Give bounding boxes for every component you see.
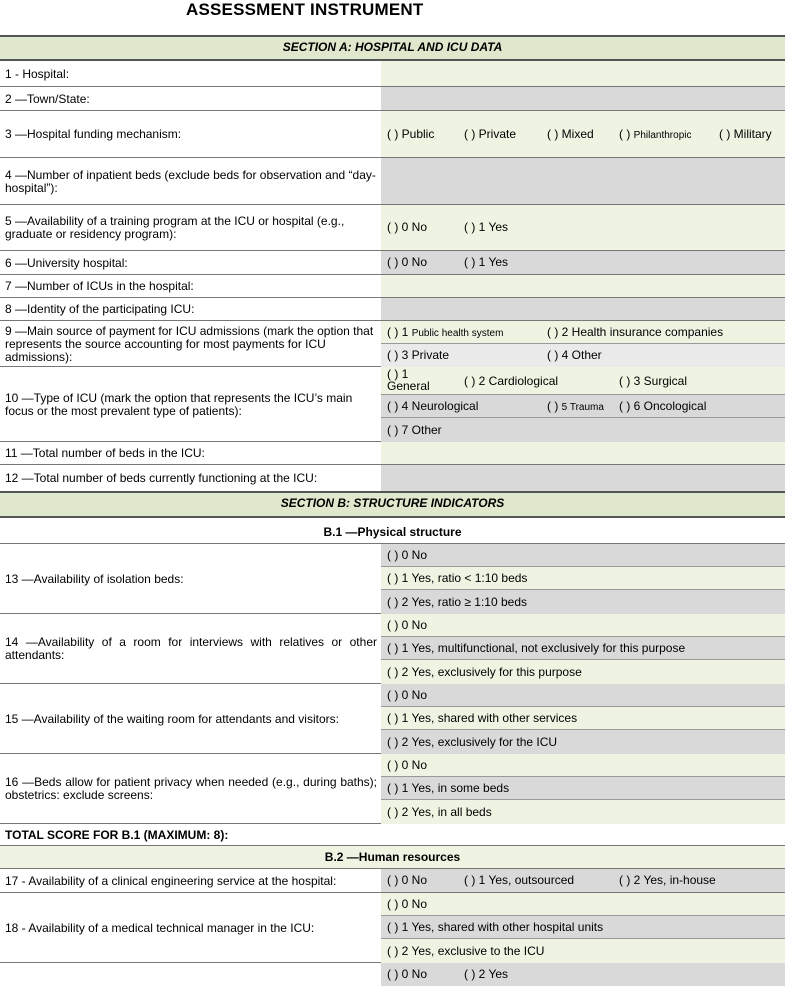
answer-field-inpatient-beds[interactable] [381, 158, 785, 204]
option-marker: ( ) 1 [387, 367, 409, 381]
option-yes-exclusive[interactable]: ( ) 2 Yes, exclusively for this purpose [387, 665, 582, 679]
option-yes-exclusive[interactable]: ( ) 2 Yes, exclusive to the ICU [387, 944, 545, 958]
option-oncological[interactable]: ( ) 6 Oncological [619, 399, 707, 413]
answer-options-payment [381, 321, 785, 366]
option-line [381, 321, 785, 344]
option-no[interactable]: ( ) 0 No [387, 897, 428, 911]
question-row-1 [0, 61, 785, 87]
option-line [381, 367, 785, 395]
option-line [381, 567, 785, 590]
question-label: 6 —University hospital: [5, 255, 128, 270]
question-label: 3 —Hospital funding mechanism: [5, 127, 182, 141]
option-surgical[interactable]: ( ) 3 Surgical [619, 374, 688, 388]
option-line [381, 777, 785, 800]
question-row-18 [0, 893, 785, 963]
answer-options-training [381, 205, 785, 250]
question-row-11 [0, 442, 785, 465]
question-label: 7 —Number of ICUs in the hospital: [5, 279, 194, 293]
question-label: 18 - Availability of a medical technical manager in the ICU: [5, 920, 315, 935]
answer-options-privacy [381, 754, 785, 823]
option-line [381, 637, 785, 660]
answer-options-clinical-engineering [381, 869, 785, 892]
option-yes-shared[interactable]: ( ) 1 Yes, shared with other hospital units [387, 920, 604, 934]
option-line [381, 614, 785, 637]
option-line [381, 800, 785, 824]
option-label: General [387, 379, 430, 393]
option-trauma[interactable] [547, 400, 604, 414]
option-other[interactable]: ( ) 7 Other [387, 423, 442, 437]
option-public[interactable]: ( ) Public [387, 127, 435, 141]
option-line [381, 395, 785, 418]
option-private[interactable]: ( ) Private [464, 127, 517, 141]
option-public-health-system[interactable] [387, 326, 503, 340]
page-title: ASSESSMENT INSTRUMENT [186, 0, 424, 19]
question-row-16 [0, 754, 785, 824]
option-line [381, 916, 785, 939]
option-line [381, 707, 785, 730]
option-philanthropic[interactable] [619, 128, 691, 142]
option-yes-shared[interactable]: ( ) 1 Yes, shared with other services [387, 711, 578, 725]
option-military[interactable]: ( ) Military [719, 127, 772, 141]
question-row-4 [0, 158, 785, 205]
question-row-2 [0, 87, 785, 111]
question-label: 13 —Availability of isolation beds: [5, 571, 184, 586]
option-general[interactable] [387, 368, 430, 392]
option-yes-low-ratio[interactable]: ( ) 1 Yes, ratio < 1:10 beds [387, 571, 528, 585]
question-row-8 [0, 298, 785, 321]
option-cardiological[interactable]: ( ) 2 Cardiological [464, 374, 559, 388]
answer-options-icu-type [381, 367, 785, 441]
option-private[interactable]: ( ) 3 Private [387, 348, 450, 362]
option-line [381, 544, 785, 567]
option-marker: ( ) 1 [387, 325, 409, 339]
question-row-6 [0, 251, 785, 275]
question-row-3 [0, 111, 785, 158]
option-neurological[interactable]: ( ) 4 Neurological [387, 399, 479, 413]
question-row-9 [0, 321, 785, 367]
question-label: 10 —Type of ICU (mark the option that represents the ICU’s main focus or the most prevalent type of patients): [5, 390, 353, 418]
option-line [381, 730, 785, 754]
option-yes-some[interactable]: ( ) 1 Yes, in some beds [387, 781, 510, 795]
option-line [381, 660, 785, 684]
question-label: 5 —Availability of a training program at the ICU or hospital (e.g., graduate or residency program): [5, 214, 345, 241]
answer-options-university [381, 251, 785, 274]
question-row-13 [0, 544, 785, 614]
question-label: 15 —Availability of the waiting room for attendants and visitors: [5, 711, 339, 726]
answer-field-functioning-beds[interactable] [381, 465, 785, 491]
question-label: 11 —Total number of beds in the ICU: [5, 446, 205, 460]
option-no[interactable]: ( ) 0 No [387, 618, 428, 632]
option-yes[interactable]: ( ) 1 Yes [464, 220, 509, 234]
option-label: Philanthropic [633, 130, 692, 141]
option-health-insurance[interactable]: ( ) 2 Health insurance companies [547, 325, 724, 339]
answer-options-partial [381, 963, 785, 986]
option-marker: ( ) [547, 399, 559, 413]
answer-options-technical-manager [381, 893, 785, 962]
answer-field-town-state[interactable] [381, 87, 785, 110]
answer-options-funding [381, 111, 785, 157]
question-row-5 [0, 205, 785, 251]
option-no[interactable]: ( ) 0 No [387, 688, 428, 702]
question-label: 8 —Identity of the participating ICU: [5, 302, 195, 316]
b1-heading: B.1 —Physical structure [0, 520, 785, 544]
option-mixed[interactable]: ( ) Mixed [547, 127, 594, 141]
option-other[interactable]: ( ) 4 Other [547, 348, 602, 362]
option-label: 5 Trauma [561, 402, 604, 413]
option-no[interactable]: ( ) 0 No [387, 873, 428, 887]
option-yes-outsourced[interactable]: ( ) 1 Yes, outsourced [464, 873, 575, 887]
option-no[interactable]: ( ) 0 No [387, 548, 428, 562]
option-yes[interactable]: ( ) 2 Yes [464, 967, 509, 981]
checkbox-marker: ( ) [619, 127, 631, 141]
question-label: 12 —Total number of beds currently functioning at the ICU: [5, 470, 318, 485]
question-label: 1 - Hospital: [5, 66, 70, 81]
answer-options-waiting-room [381, 684, 785, 753]
option-yes-high-ratio[interactable]: ( ) 2 Yes, ratio ≥ 1:10 beds [387, 595, 528, 609]
section-b-heading: SECTION B: STRUCTURE INDICATORS [0, 491, 785, 518]
question-label: 17 - Availability of a clinical engineering service at the hospital: [5, 873, 337, 888]
option-line [381, 754, 785, 777]
option-label: Public health system [411, 328, 504, 339]
option-line [381, 344, 785, 367]
b1-total-label: TOTAL SCORE FOR B.1 (MAXIMUM: 8): [5, 828, 229, 842]
question-row-10 [0, 367, 785, 442]
option-yes-exclusive[interactable]: ( ) 2 Yes, exclusively for the ICU [387, 735, 558, 749]
answer-field-icu-count[interactable] [381, 275, 785, 297]
option-no[interactable]: ( ) 0 No [387, 967, 428, 981]
option-no[interactable]: ( ) 0 No [387, 220, 428, 234]
option-line [381, 684, 785, 707]
answer-options-interview-room [381, 614, 785, 683]
answer-field-icu-identity[interactable] [381, 298, 785, 320]
option-no[interactable]: ( ) 0 No [387, 255, 428, 269]
b1-total-row [0, 824, 785, 846]
question-label: 2 —Town/State: [5, 91, 90, 106]
question-row-12 [0, 465, 785, 491]
question-row-7 [0, 275, 785, 298]
answer-field-hospital[interactable] [381, 61, 785, 86]
question-row-17 [0, 869, 785, 893]
option-line [381, 418, 785, 442]
option-line [381, 939, 785, 963]
b2-heading: B.2 —Human resources [0, 846, 785, 869]
option-line [381, 590, 785, 614]
question-row-19 [0, 963, 785, 986]
question-label: 14 —Availability of a room for interviews with relatives or other attendants: [5, 635, 377, 662]
question-label: 16 —Beds allow for patient privacy when needed (e.g., during baths); obstetrics: exclude screens: [5, 775, 377, 802]
option-yes-multifunctional[interactable]: ( ) 1 Yes, multifunctional, not exclusively for this purpose [387, 641, 686, 655]
question-row-15 [0, 684, 785, 754]
question-row-14 [0, 614, 785, 684]
option-yes-in-house[interactable]: ( ) 2 Yes, in-house [619, 873, 716, 887]
option-yes-all[interactable]: ( ) 2 Yes, in all beds [387, 805, 492, 819]
question-label: 9 —Main source of payment for ICU admissions (mark the option that represents the source accounting for most payments for ICU admissions): [5, 323, 374, 364]
answer-field-icu-beds[interactable] [381, 442, 785, 464]
option-no[interactable]: ( ) 0 No [387, 758, 428, 772]
option-line [381, 893, 785, 916]
answer-options-isolation [381, 544, 785, 613]
option-yes[interactable]: ( ) 1 Yes [464, 255, 509, 269]
question-label: 4 —Number of inpatient beds (exclude beds for observation and “day-hospital”): [5, 167, 376, 195]
section-a-heading: SECTION A: HOSPITAL AND ICU DATA [0, 35, 785, 61]
